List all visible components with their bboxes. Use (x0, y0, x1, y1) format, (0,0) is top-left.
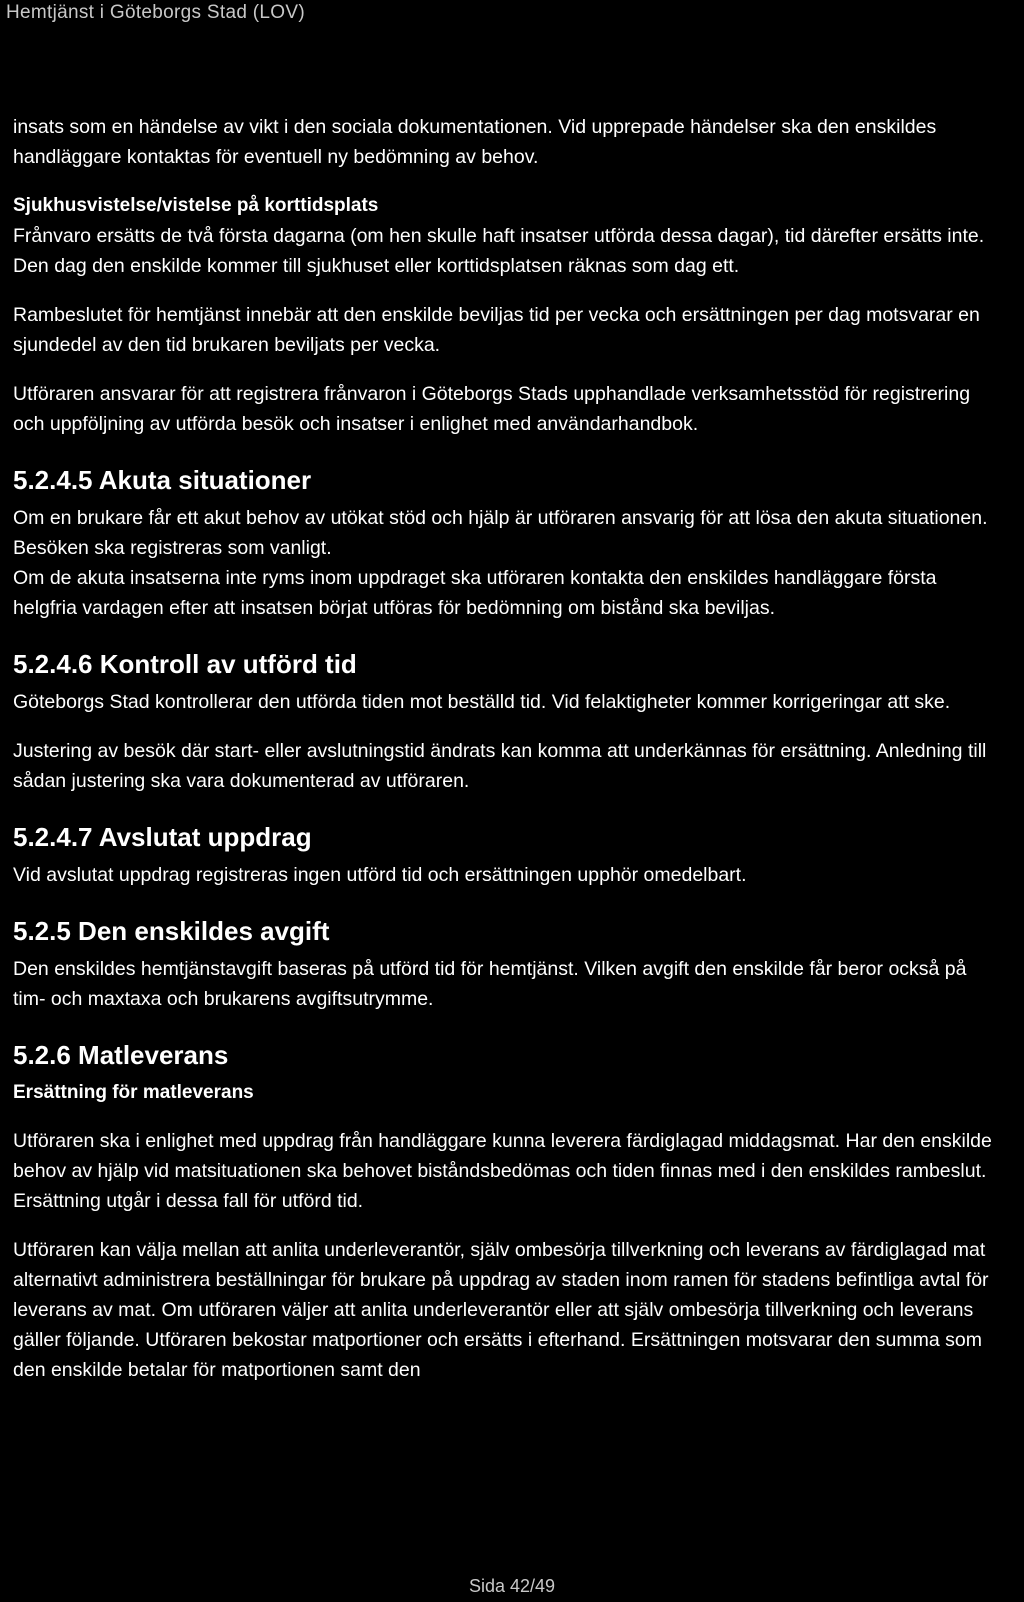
section-5-2-6-paragraph-2: Utföraren kan välja mellan att anlita underleverantör, själv ombesörja tillverkning och leverans av färdiglagad mat alternativt administrera beställningar för brukare på uppdrag av staden inom ramen för stadens befintliga avtal för leverans av mat. Om utföraren väljer att anlita underleverantör eller att själv ombesörja tillverkning och leverans gäller följande. Utföraren bekostar matportioner och ersätts i efterhand. Ersättningen motsvarar den summa som den enskilde betalar för matportionen samt den (13, 1239, 989, 1381)
section-5-2-6-heading: 5.2.6 Matleverans (13, 1040, 229, 1070)
section-5-2-4-5-heading: 5.2.4.5 Akuta situationer (13, 465, 312, 495)
section-5-2-4-6-heading: 5.2.4.6 Kontroll av utförd tid (13, 649, 357, 679)
section-5-2-5-paragraph-1: Den enskildes hemtjänstavgift baseras på utförd tid för hemtjänst. Vilken avgift den enskilde får beror också på tim- och maxtaxa och brukarens avgiftsutrymme. (13, 958, 967, 1010)
section-5-2-4-7-heading: 5.2.4.7 Avslutat uppdrag (13, 822, 312, 852)
section-5-2-5-heading: 5.2.5 Den enskildes avgift (13, 916, 330, 946)
section-5-2-4-6-paragraph-2: Justering av besök där start- eller avslutningstid ändrats kan komma att underkännas för ersättning. Anledning till sådan justering ska vara dokumenterad av utföraren. (13, 740, 987, 792)
section-5-2-4-7-paragraph-1: Vid avslutat uppdrag registreras ingen utförd tid och ersättningen upphör omedelbart. (13, 864, 747, 886)
section-5-2-4-6-paragraph-1: Göteborgs Stad kontrollerar den utförda tiden mot beställd tid. Vid felaktigheter kommer korrigeringar att ske. (13, 691, 951, 713)
hospital-stay-heading: Sjukhusvistelse/vistelse på korttidsplats (13, 195, 379, 216)
section-5-2-4-5-paragraph-1: Om en brukare får ett akut behov av utökat stöd och hjälp är utföraren ansvarig för att lösa den akuta situationen. Besöken ska registreras som vanligt. (13, 507, 988, 559)
section-5-2-6-paragraph-1: Utföraren ska i enlighet med uppdrag från handläggare kunna leverera färdiglagad middagsmat. Har den enskilde behov av hjälp vid matsituationen ska behovet biståndsbedömas och tiden finnas med i den enskildes rambeslut. Ersättning utgår i dessa fall för utförd tid. (13, 1130, 992, 1212)
page-number: Sida 42/49 (468, 1576, 556, 1596)
document-body (13, 112, 998, 1404)
intro-paragraph: insats som en händelse av vikt i den sociala dokumentationen. Vid upprepade händelser ska den enskildes handläggare kontaktas för eventuell ny bedömning av behov. (13, 116, 937, 168)
section-5-2-4-5-paragraph-2: Om de akuta insatserna inte ryms inom uppdraget ska utföraren kontakta den enskildes handläggare första helgfria vardagen efter att insatsen börjat utföras för bedömning om bistånd ska beviljas. (13, 567, 937, 619)
page-header: Hemtjänst i Göteborgs Stad (LOV) (6, 2, 305, 23)
hospital-stay-paragraph-3: Utföraren ansvarar för att registrera frånvaron i Göteborgs Stads upphandlade verksamhetsstöd för registrering och uppföljning av utförda besök och insatser i enlighet med användarhandbok. (13, 383, 971, 435)
section-5-2-6-subheading: Ersättning för matleverans (13, 1082, 254, 1103)
hospital-stay-paragraph-1: Frånvaro ersätts de två första dagarna (om hen skulle haft insatser utförda dessa dagar), tid därefter ersätts inte. Den dag den enskilde kommer till sjukhuset eller korttidsplatsen räknas som dag ett. (13, 225, 985, 277)
hospital-stay-paragraph-2: Rambeslutet för hemtjänst innebär att den enskilde beviljas tid per vecka och ersättningen per dag motsvarar en sjundedel av den tid brukaren beviljats per vecka. (13, 304, 980, 356)
